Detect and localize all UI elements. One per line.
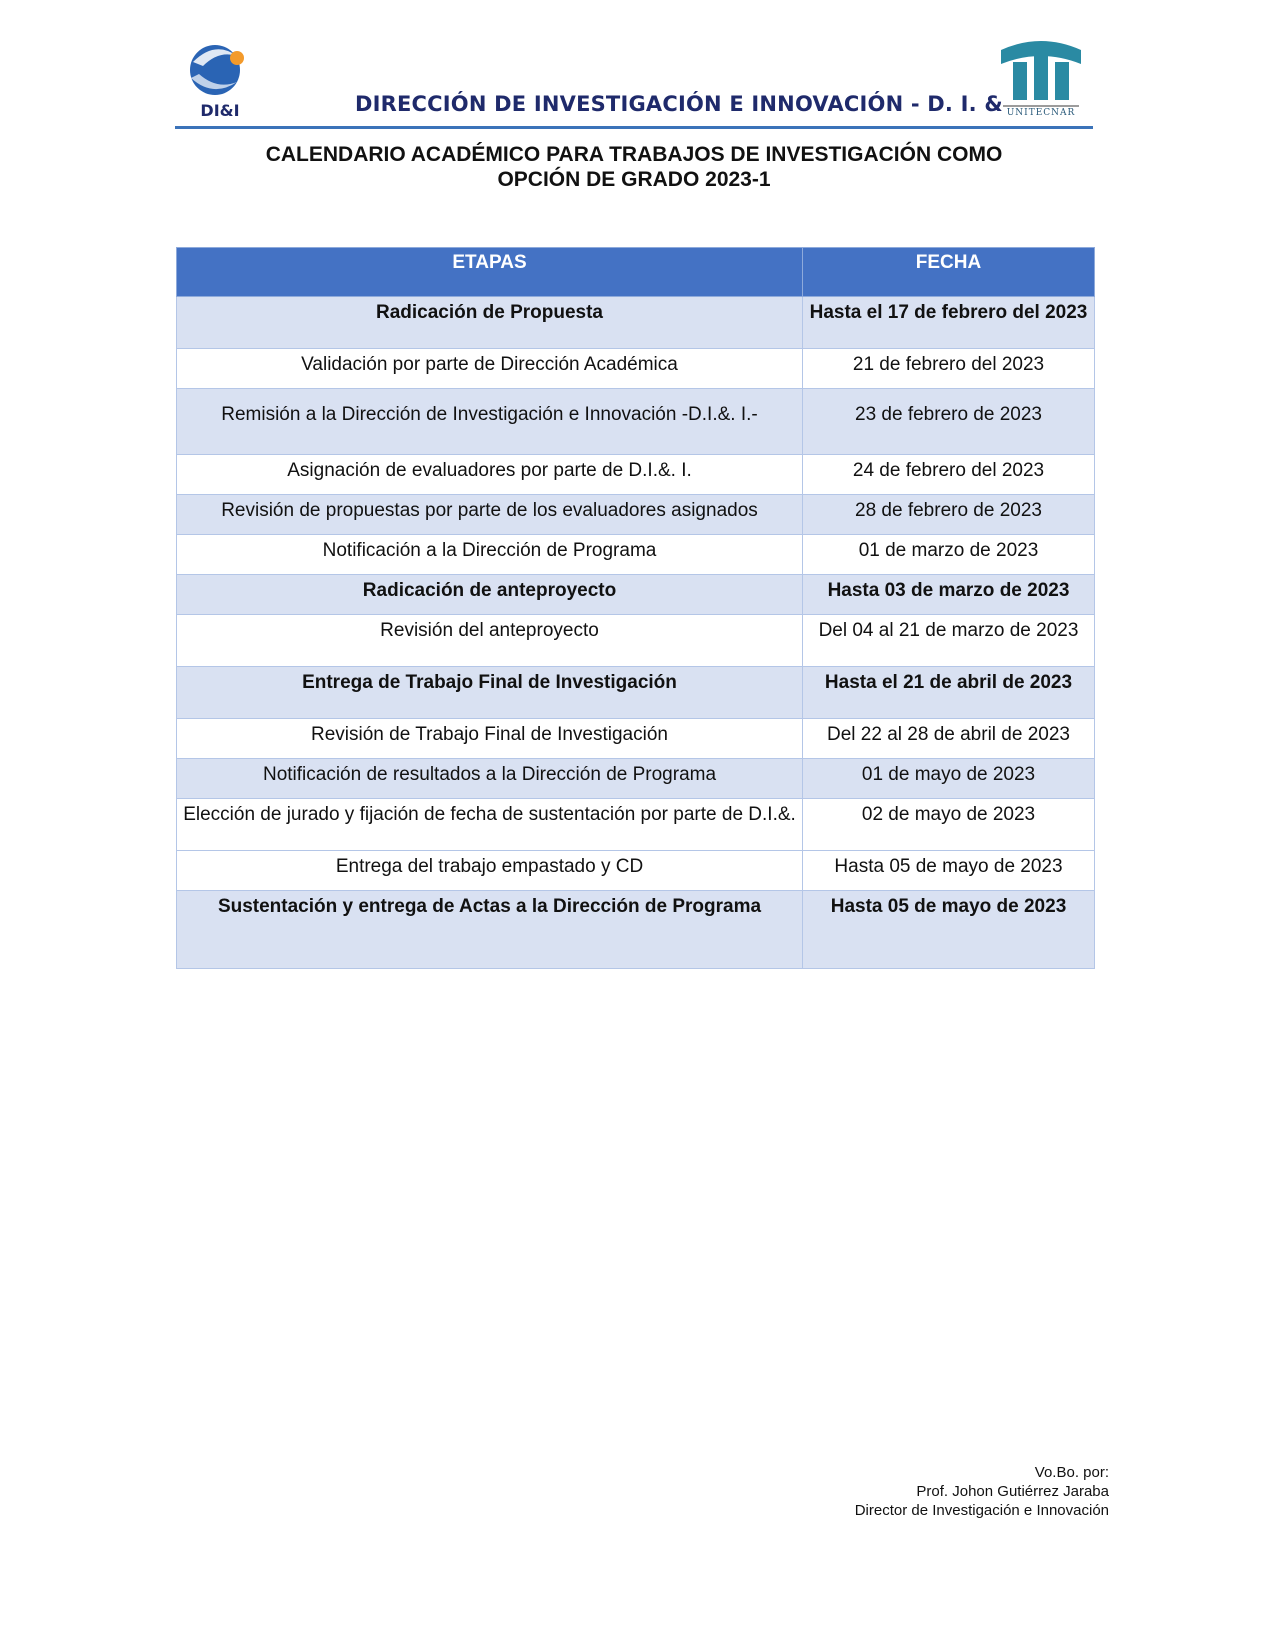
fecha-cell: Del 22 al 28 de abril de 2023 (803, 719, 1095, 759)
signoff-role: Director de Investigación e Innovación (854, 1502, 1109, 1519)
table-row (177, 667, 1095, 719)
etapa-cell: Asignación de evaluadores por parte de D.I.&. I. (177, 455, 803, 495)
di-and-i-logo (185, 38, 255, 120)
fecha-cell: 24 de febrero del 2023 (803, 455, 1095, 495)
table-row (177, 297, 1095, 349)
etapa-cell: Revisión de propuestas por parte de los evaluadores asignados (177, 495, 803, 535)
etapa-cell: Remisión a la Dirección de Investigación e Innovación -D.I.&. I.- (177, 389, 803, 455)
table-row (177, 535, 1095, 575)
etapa-cell: Entrega de Trabajo Final de Investigación (177, 667, 803, 719)
fecha-cell: Hasta 05 de mayo de 2023 (803, 891, 1095, 969)
table-row (177, 389, 1095, 455)
header-divider (175, 126, 1093, 129)
svg-text:UNITECNAR: UNITECNAR (1006, 108, 1076, 118)
fecha-cell: Hasta el 21 de abril de 2023 (803, 667, 1095, 719)
table-row (177, 615, 1095, 667)
fecha-cell: 01 de marzo de 2023 (803, 535, 1095, 575)
unitecnar-logo (995, 34, 1087, 120)
signoff-label: Vo.Bo. por: (1034, 1464, 1109, 1481)
etapa-cell: Elección de jurado y fijación de fecha de sustentación por parte de D.I.&. (177, 799, 803, 851)
etapa-cell: Radicación de anteproyecto (177, 575, 803, 615)
etapa-cell: Sustentación y entrega de Actas a la Dirección de Programa (177, 891, 803, 969)
table-row (177, 719, 1095, 759)
table-row (177, 349, 1095, 389)
document-header (175, 28, 1093, 130)
table-row (177, 495, 1095, 535)
fecha-cell: 23 de febrero de 2023 (803, 389, 1095, 455)
fecha-cell: 02 de mayo de 2023 (803, 799, 1095, 851)
fecha-cell: Del 04 al 21 de marzo de 2023 (803, 615, 1095, 667)
calendar-table (176, 247, 1095, 969)
etapa-cell: Revisión del anteproyecto (177, 615, 803, 667)
organization-title: DIRECCIÓN DE INVESTIGACIÓN E INNOVACIÓN - D. I. & (355, 92, 1003, 116)
table-row (177, 759, 1095, 799)
title-line-2: OPCIÓN DE GRADO 2023-1 (497, 168, 771, 191)
fecha-cell: 01 de mayo de 2023 (803, 759, 1095, 799)
column-header-etapas: ETAPAS (177, 248, 803, 297)
approval-signoff (855, 1463, 1109, 1520)
etapa-cell: Notificación a la Dirección de Programa (177, 535, 803, 575)
fecha-cell: Hasta 05 de mayo de 2023 (803, 851, 1095, 891)
fecha-cell: 28 de febrero de 2023 (803, 495, 1095, 535)
table-row (177, 851, 1095, 891)
table-row (177, 799, 1095, 851)
document-title (175, 142, 1093, 192)
table-header-row (177, 248, 1095, 297)
etapa-cell: Radicación de Propuesta (177, 297, 803, 349)
etapa-cell: Entrega del trabajo empastado y CD (177, 851, 803, 891)
fecha-cell: 21 de febrero del 2023 (803, 349, 1095, 389)
table-row (177, 455, 1095, 495)
etapa-cell: Validación por parte de Dirección Académica (177, 349, 803, 389)
table-row (177, 575, 1095, 615)
etapa-cell: Notificación de resultados a la Dirección de Programa (177, 759, 803, 799)
fecha-cell: Hasta 03 de marzo de 2023 (803, 575, 1095, 615)
etapa-cell: Revisión de Trabajo Final de Investigación (177, 719, 803, 759)
svg-text:DI&I: DI&I (200, 101, 240, 120)
fecha-cell: Hasta el 17 de febrero del 2023 (803, 297, 1095, 349)
signoff-name: Prof. Johon Gutiérrez Jaraba (916, 1483, 1109, 1500)
title-line-1: CALENDARIO ACADÉMICO PARA TRABAJOS DE INVESTIGACIÓN COMO (265, 143, 1003, 166)
column-header-fecha: FECHA (803, 248, 1095, 297)
table-row (177, 891, 1095, 969)
